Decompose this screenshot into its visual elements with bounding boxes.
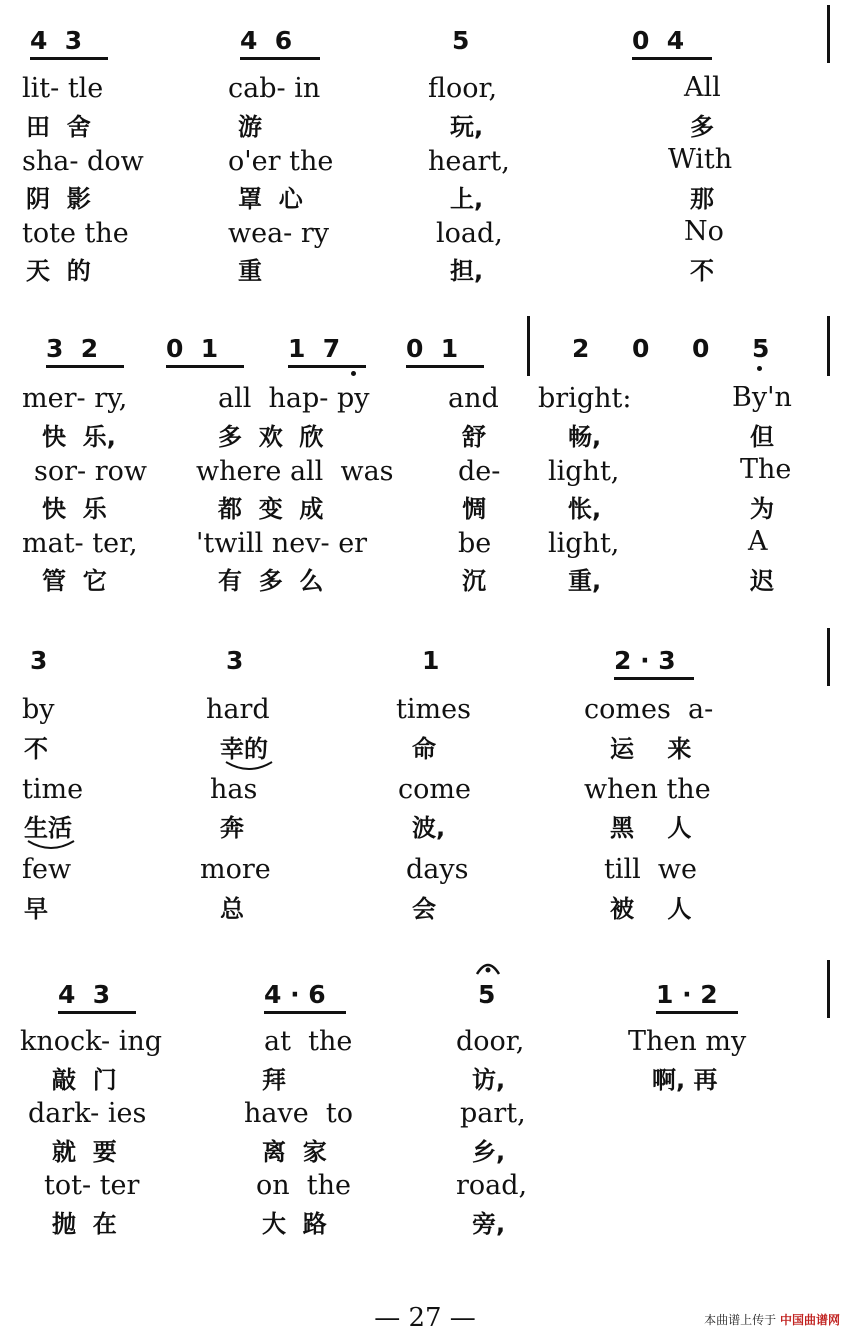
lyric-zh: 惆 <box>462 495 486 523</box>
note-group: 4 3 <box>30 26 83 55</box>
lyric-zh: 总 <box>220 895 244 923</box>
lyric-en: de- <box>458 456 501 487</box>
lyric-en: No <box>684 216 724 247</box>
lyric-en: cab- in <box>228 73 321 104</box>
lyric-zh: 不 <box>24 735 48 763</box>
lyric-zh: 命 <box>412 735 436 763</box>
lyric-zh: 大 路 <box>262 1210 327 1238</box>
lyric-zh: 运 来 <box>610 735 692 763</box>
lyric-zh: 早 <box>24 895 48 923</box>
lyric-en: tote the <box>22 218 129 249</box>
lyric-zh: 为 <box>750 495 774 523</box>
note: 5 <box>478 980 496 1009</box>
lyric-en: lit- tle <box>22 73 104 104</box>
lyric-en: dark- ies <box>28 1098 147 1129</box>
note: 2 <box>572 334 590 363</box>
lyric-en: be <box>458 528 492 559</box>
lyric-en: door, <box>456 1026 525 1057</box>
lyric-zh: 被 人 <box>610 895 692 923</box>
note-group: 0 1 <box>166 334 219 363</box>
barline <box>527 316 530 376</box>
lyric-zh: 会 <box>412 895 436 923</box>
note-group: 5 <box>452 26 470 55</box>
lyric-zh: 罩 心 <box>238 185 303 213</box>
lyric-en: come <box>398 774 471 805</box>
note-group: 3 2 <box>46 334 99 363</box>
lyric-zh: 抛 在 <box>52 1210 117 1238</box>
note: 1 <box>422 646 440 675</box>
lyric-en: times <box>396 694 471 725</box>
lyric-en: sha- dow <box>22 146 144 177</box>
lyric-zh: 迟 <box>750 567 774 595</box>
barline <box>827 628 830 686</box>
lyric-en: A <box>748 526 768 557</box>
octave-dot-low <box>757 366 762 371</box>
lyric-zh: 快 乐, <box>42 423 116 451</box>
beam <box>632 57 712 60</box>
lyric-zh: 上, <box>450 185 484 213</box>
lyric-zh: 敲 门 <box>52 1066 117 1094</box>
lyric-en: by <box>22 694 55 725</box>
lyric-zh: 阴 影 <box>26 185 91 213</box>
lyric-zh: 访, <box>472 1066 506 1094</box>
lyric-zh: 重 <box>238 257 262 285</box>
note-group: 1 7 <box>288 334 341 363</box>
lyric-zh: 波, <box>412 814 446 842</box>
lyric-zh: 黑 人 <box>610 814 692 842</box>
lyric-en: Then my <box>628 1026 747 1057</box>
note-group: 0 1 <box>406 334 459 363</box>
lyric-zh: 担, <box>450 257 484 285</box>
lyric-en: knock- ing <box>20 1026 163 1057</box>
lyric-zh: 天 的 <box>26 257 91 285</box>
note-group: 0 4 <box>632 26 685 55</box>
lyric-zh: 玩, <box>450 113 484 141</box>
page-number: — 27 — <box>374 1303 476 1333</box>
note-group: 4 3 <box>58 980 111 1009</box>
fermata-icon <box>474 958 502 976</box>
lyric-zh: 旁, <box>472 1210 506 1238</box>
lyric-zh: 幸的 <box>220 735 268 763</box>
note: 0 <box>632 334 650 363</box>
lyric-en: The <box>740 454 792 485</box>
lyric-en: All <box>684 72 721 103</box>
barline <box>827 5 830 63</box>
lyric-en: sor- row <box>34 456 147 487</box>
lyric-en: By'n <box>732 382 792 413</box>
lyric-en: more <box>200 854 271 885</box>
lyric-en: on the <box>256 1170 352 1201</box>
lyric-zh: 怅, <box>568 495 602 523</box>
lyric-en: road, <box>456 1170 528 1201</box>
beam <box>58 1011 136 1014</box>
lyric-zh: 多 欢 欣 <box>218 423 324 451</box>
lyric-en: load, <box>436 218 503 249</box>
beam <box>30 57 108 60</box>
lyric-en: wea- ry <box>228 218 330 249</box>
lyric-en: light, <box>548 528 620 559</box>
lyric-zh: 奔 <box>220 814 244 842</box>
lyric-zh: 离 家 <box>262 1138 327 1166</box>
lyric-zh: 多 <box>690 113 714 141</box>
lyric-en: 'twill nev- er <box>196 528 368 559</box>
lyric-zh: 游 <box>238 113 262 141</box>
lyric-en: when the <box>584 774 711 805</box>
lyric-en: days <box>406 854 469 885</box>
lyric-en: With <box>668 144 733 175</box>
lyric-zh: 舒 <box>462 423 486 451</box>
lyric-en: till we <box>604 854 698 885</box>
lyric-zh: 啊, 再 <box>652 1066 718 1094</box>
lyric-en: all hap- py <box>218 383 370 414</box>
beam <box>614 677 694 680</box>
slur <box>224 760 274 774</box>
lyric-en: mer- ry, <box>22 383 128 414</box>
lyric-zh: 拜 <box>262 1066 286 1094</box>
lyric-en: heart, <box>428 146 510 177</box>
beam <box>656 1011 738 1014</box>
barline <box>827 316 830 376</box>
lyric-zh: 那 <box>690 185 714 213</box>
note: 3 <box>30 646 48 675</box>
beam <box>166 365 244 368</box>
lyric-en: time <box>22 774 84 805</box>
note-group: 1 · 2 <box>656 980 718 1009</box>
barline <box>827 960 830 1018</box>
lyric-en: comes a- <box>584 694 714 725</box>
beam <box>288 365 366 368</box>
lyric-zh: 管 它 <box>42 567 107 595</box>
lyric-en: part, <box>460 1098 526 1129</box>
lyric-en: has <box>210 774 258 805</box>
octave-dot-low <box>351 371 356 376</box>
beam <box>264 1011 346 1014</box>
lyric-zh: 田 舍 <box>26 113 91 141</box>
note: 0 <box>692 334 710 363</box>
lyric-en: o'er the <box>228 146 334 177</box>
lyric-zh: 不 <box>690 257 714 285</box>
note: 5 <box>752 334 770 363</box>
lyric-zh: 就 要 <box>52 1138 117 1166</box>
slur <box>26 839 76 853</box>
lyric-zh: 重, <box>568 567 602 595</box>
lyric-en: have to <box>244 1098 353 1129</box>
watermark-prefix: 本曲谱上传于 <box>704 1313 777 1327</box>
lyric-en: mat- ter, <box>22 528 138 559</box>
lyric-zh: 沉 <box>462 567 486 595</box>
lyric-zh: 快 乐 <box>42 495 107 523</box>
beam <box>240 57 320 60</box>
lyric-zh: 生活 <box>24 814 72 842</box>
note-group: 4 · 6 <box>264 980 326 1009</box>
lyric-en: floor, <box>428 73 498 104</box>
lyric-zh: 有 多 么 <box>218 567 324 595</box>
beam <box>46 365 124 368</box>
lyric-en: light, <box>548 456 620 487</box>
lyric-en: where all was <box>196 456 394 487</box>
lyric-en: and <box>448 383 499 414</box>
note-group: 2 · 3 <box>614 646 676 675</box>
lyric-zh: 都 变 成 <box>218 495 324 523</box>
lyric-en: bright: <box>538 383 632 414</box>
site-logo: 中国曲谱网 <box>779 1313 840 1327</box>
lyric-en: at the <box>264 1026 353 1057</box>
note-group: 4 6 <box>240 26 293 55</box>
lyric-en: hard <box>206 694 270 725</box>
lyric-zh: 畅, <box>568 423 602 451</box>
lyric-en: tot- ter <box>44 1170 140 1201</box>
lyric-zh: 但 <box>750 423 774 451</box>
watermark <box>704 1313 840 1327</box>
lyric-en: few <box>22 854 72 885</box>
note: 3 <box>226 646 244 675</box>
lyric-zh: 乡, <box>472 1138 506 1166</box>
beam <box>406 365 484 368</box>
